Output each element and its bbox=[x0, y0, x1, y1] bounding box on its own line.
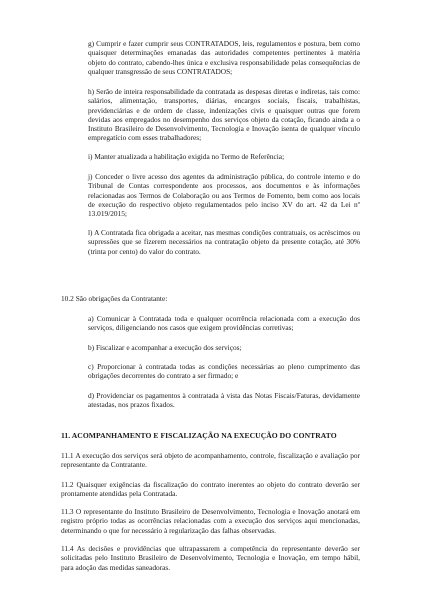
clause-11-4: 11.4 As decisões e providências que ultrapassarem a competência do representante deverão ser solicitadas pelo Instituto Brasileiro de Desenvolvimento, Tecnologia e Inovação, em tempo hábil, para adoção das medidas saneadoras. bbox=[61, 544, 360, 572]
clause-d: d) Providenciar os pagamentos à contratada à vista das Notas Fiscais/Faturas, devidamente atestadas, nos prazos fixados. bbox=[88, 391, 360, 410]
clause-c: c) Proporcionar à contratada todas as condições necessárias ao pleno cumprimento das obrigações decorrentes do contrato a ser firmado; e bbox=[88, 362, 360, 381]
clause-11-2: 11.2 Quaisquer exigências da fiscalização do contrato inerentes ao objeto do contrato deverão ser prontamente atendidas pela Contratada. bbox=[61, 480, 360, 499]
clause-b: b) Fiscalizar e acompanhar a execução dos serviços; bbox=[88, 343, 242, 352]
clause-11-1: 11.1 A execução dos serviços será objeto de acompanhamento, controle, fiscalização e avaliação por representante da Contratante. bbox=[61, 451, 360, 470]
clause-l: l) A Contratada fica obrigada a aceitar, nas mesmas condições contratuais, os acréscimos ou supressões que se fizerem necessários na contratação objeto da presente cotação, até 30% (trinta por cento) do valor do contrato. bbox=[88, 228, 360, 256]
clause-g: g) Cumprir e fazer cumprir seus CONTRATADOS, leis, regulamentos e postura, bem como quaisquer determinações emanadas das autoridades competentes pertinentes à matéria objeto do contrato, cabendo-lhes única e exclusiva responsabilidade pelas consequências de qualquer transgressão de seus CONTRATADOS; bbox=[88, 39, 360, 76]
section-10-2-heading: 10.2 São obrigações da Contratante: bbox=[61, 294, 168, 303]
clause-h: h) Serão de inteira responsabilidade da contratada as despesas diretas e indiretas, tais como: salários, alimentação, transportes, diárias, encargos sociais, fiscais, trabalhistas, previdenciárias e de ordem de classe, indenizações civis e quaisquer outras que forem devidas aos empregados no desempenho dos serviços objeto da cotação, ficando ainda a o Instituto Brasileiro de Desenvolvimento, Tecnologia e Inovação isenta de qualquer vínculo empregatício com esses trabalhadores; bbox=[88, 87, 360, 143]
clause-i: i) Manter atualizada a habilitação exigida no Termo de Referência; bbox=[88, 152, 285, 161]
section-11-title: 11. ACOMPANHAMENTO E FISCALIZAÇÃO NA EXECUÇÃO DO CONTRATO bbox=[61, 431, 337, 440]
clause-11-3: 11.3 O representante do Instituto Brasileiro de Desenvolvimento, Tecnologia e Inovação anotará em registro próprio todas as ocorrências relacionadas com a execução dos serviços aqui mencionadas, determinando o que for necessário à regularização das falhas observadas. bbox=[61, 507, 360, 535]
clause-j: j) Conceder o livre acesso dos agentes da administração pública, do controle interno e do Tribunal de Contas correspondente aos processos, aos documentos e às informações relacionadas aos Termos de Colaboração ou aos Termos de Fomento, bem como aos locais de execução do respectivo objeto regulamentados pelo inciso XV do art. 42 da Lei nº 13.019/2015; bbox=[88, 172, 360, 218]
clause-a: a) Comunicar à Contratada toda e qualquer ocorrência relacionada com a execução dos serviços, diligenciando nos casos que exigem providências corretivas; bbox=[88, 314, 360, 333]
